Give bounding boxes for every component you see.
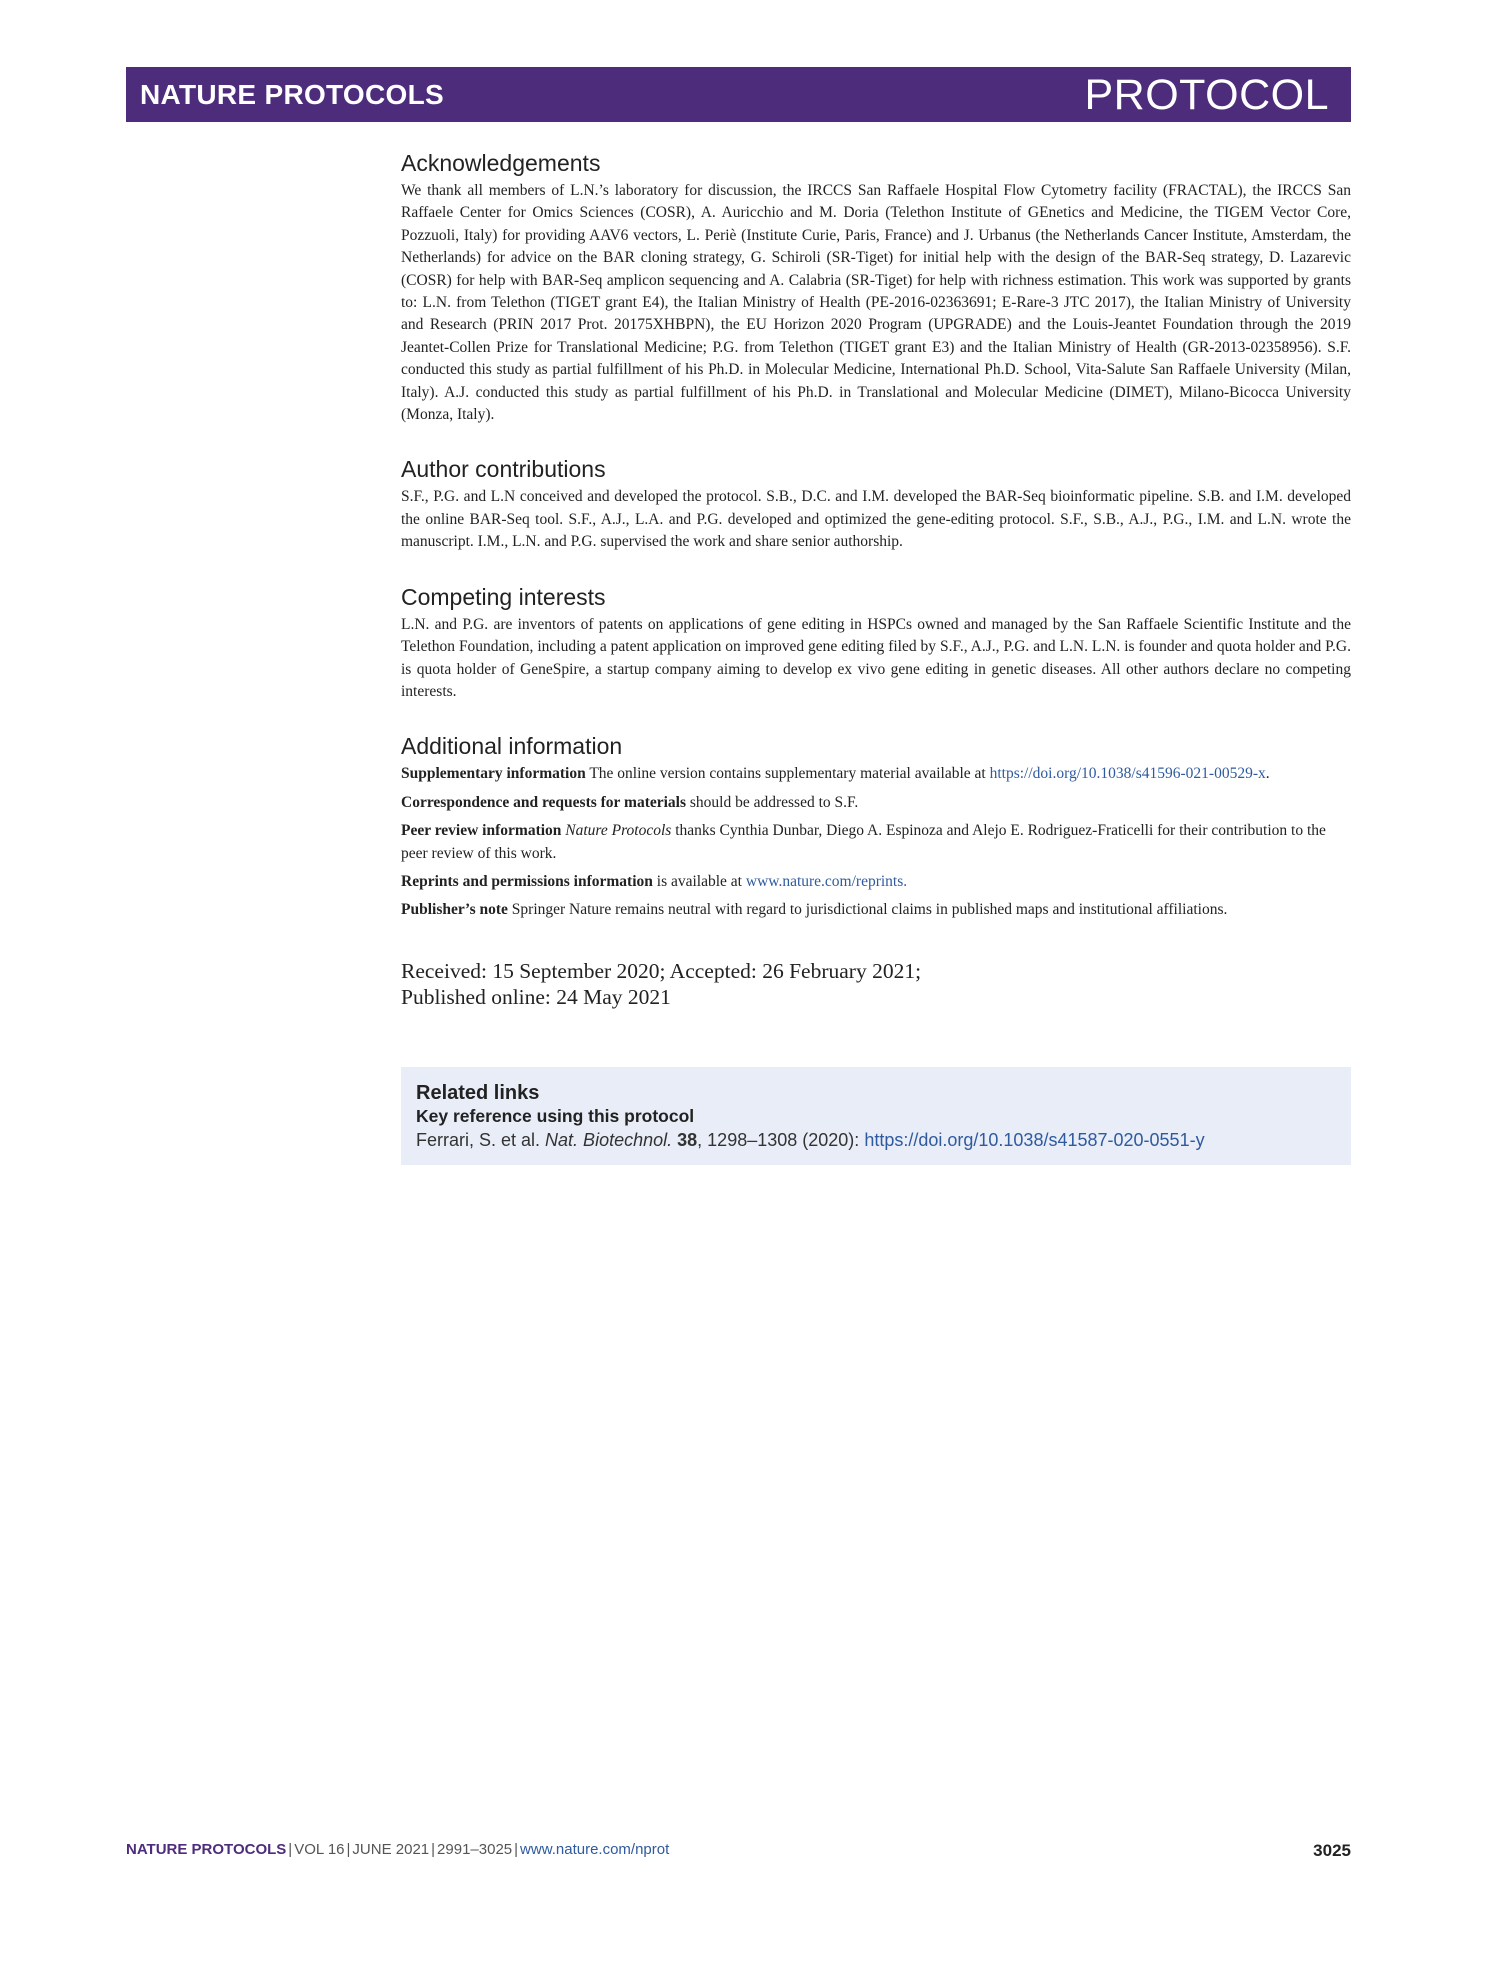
acknowledgements-section	[401, 150, 1351, 426]
related-links-title: Related links	[416, 1081, 540, 1104]
peer-review-info	[401, 820, 1351, 865]
page-footer: NATURE PROTOCOLS | VOL 16 | JUNE 2021 | 2991–3025 | www.nature.com/nprot 3025	[126, 1841, 1351, 1860]
peer-review-label: Peer review information	[401, 822, 562, 840]
reprints-link[interactable]: www.nature.com/reprints.	[745, 872, 908, 890]
article-type: PROTOCOL	[1084, 71, 1329, 119]
author-contributions-text: S.F., P.G. and L.N conceived and developed the protocol. S.B., D.C. and I.M. developed the BAR-Seq bioinformatic pipeline. S.B. and I.M. developed the online BAR-Seq tool. S.F., A.J., L.A. and P.G. developed and optimized the gene-editing protocol. S.F., S.B., A.J., P.G., I.M. and L.N. wrote the manuscript. I.M., L.N. and P.G. supervised the work and share senior authorship.	[401, 488, 1351, 551]
additional-information-section	[401, 733, 1351, 921]
author-contributions-section	[401, 456, 1351, 553]
footer-date: JUNE 2021	[352, 1841, 430, 1858]
competing-interests-title: Competing interests	[401, 583, 606, 610]
reference-journal: Nat. Biotechnol.	[545, 1129, 673, 1150]
publishers-note-label: Publisher’s note	[401, 901, 508, 919]
reprints-info	[401, 871, 1351, 893]
publishers-note	[401, 899, 1351, 921]
footer-url[interactable]: www.nature.com/nprot	[520, 1841, 670, 1858]
related-links-subtitle: Key reference using this protocol	[416, 1105, 695, 1126]
footer-volume: VOL 16	[294, 1841, 345, 1858]
acknowledgements-title: Acknowledgements	[401, 150, 601, 176]
acknowledgements-text: We thank all members of L.N.’s laboratory for discussion, the IRCCS San Raffaele Hospital Flow Cytometry facility (FRACTAL), the IRCCS San Raffaele Center for Omics Sciences (COSR), A. Auricchio and M. Doria (Telethon Institute of GEnetics and Medicine, the TIGEM Vector Core, Pozzuoli, Italy) for providing AAV6 vectors, L. Periè (Institute Curie, Paris, France) and J. Urbanus (the Netherlands Cancer Institute, Amsterdam, the Netherlands) for advice on the BAR cloning strategy, G. Schiroli (SR-Tiget) for initial help with the design of the BAR-Seq strategy, D. Lazarevic (COSR) for help with BAR-Seq amplicon sequencing and A. Calabria (SR-Tiget) for help with richness estimation. This work was supported by grants to: L.N. from Telethon (TIGET grant E4), the Italian Ministry of Health (PE-2016-02363691; E-Rare-3 JTC 2017), the Italian Ministry of University and Research (PRIN 2017 Prot. 20175XHBPN), the EU Horizon 2020 Program (UPGRADE) and the Louis-Jeantet Foundation through the 2019 Jeantet-Collen Prize for Translational Medicine; P.G. from Telethon (TIGET grant E3) and the Italian Ministry of Health (GR-2013-02358956). S.F. conducted this study as partial fulfillment of his Ph.D. in Molecular Medicine, International Ph.D. School, Vita-Salute San Raffaele University (Milan, Italy). A.J. conducted this study as partial fulfillment of his Ph.D. in Translational and Molecular Medicine (DIMET), Milano-Bicocca University (Monza, Italy).	[401, 182, 1351, 424]
correspondence-text: should be addressed to S.F.	[689, 793, 859, 811]
publishers-note-text: Springer Nature remains neutral with regard to jurisdictional claims in published maps and institutional affiliations.	[511, 901, 1228, 919]
published-online-date: Published online: 24 May 2021	[401, 984, 671, 1009]
journal-name: NATURE PROTOCOLS	[140, 79, 444, 110]
author-contributions-title: Author contributions	[401, 456, 606, 483]
received-accepted-dates: Received: 15 September 2020; Accepted: 26 February 2021;	[401, 958, 922, 983]
main-content	[401, 150, 1351, 1165]
key-reference	[416, 1127, 1336, 1153]
reference-pages-year: , 1298–1308 (2020):	[697, 1129, 860, 1150]
publication-dates	[401, 958, 1351, 1010]
reprints-text: is available at	[656, 872, 742, 890]
correspondence-label: Correspondence and requests for materials	[401, 793, 687, 811]
competing-interests-text: L.N. and P.G. are inventors of patents on applications of gene editing in HSPCs owned and managed by the San Raffaele Scientific Institute and the Telethon Foundation, including a patent application on improved gene editing filed by S.F., A.J., P.G. and L.N. L.N. is founder and quota holder and P.G. is quota holder of GeneSpire, a startup company aiming to develop ex vivo gene editing in genetic diseases. All other authors declare no competing interests.	[401, 615, 1351, 700]
competing-interests-section	[401, 584, 1351, 704]
reference-volume: 38	[677, 1129, 698, 1150]
correspondence-info	[401, 792, 1351, 814]
journal-header-bar	[126, 67, 1351, 122]
supplementary-suffix: .	[1265, 765, 1270, 783]
related-links-box	[401, 1067, 1351, 1165]
peer-review-journal: Nature Protocols	[565, 822, 672, 840]
supplementary-link[interactable]: https://doi.org/10.1038/s41596-021-00529-x	[989, 765, 1266, 783]
footer-pages: 2991–3025	[437, 1841, 513, 1858]
footer-journal: NATURE PROTOCOLS	[126, 1841, 287, 1858]
supplementary-label: Supplementary information	[401, 765, 586, 783]
additional-information-title: Additional information	[401, 733, 623, 760]
reprints-label: Reprints and permissions information	[401, 872, 653, 890]
peer-review-text: thanks Cynthia Dunbar, Diego A. Espinoza and Alejo E. Rodriguez-Fraticelli for their contribution to the peer review of this work.	[401, 822, 1326, 862]
supplementary-text: The online version contains supplementary material available at	[589, 765, 986, 783]
reference-doi-link[interactable]: https://doi.org/10.1038/s41587-020-0551-y	[864, 1129, 1205, 1150]
reference-authors: Ferrari, S. et al.	[416, 1129, 541, 1150]
page-number: 3025	[1313, 1841, 1351, 1860]
supplementary-info	[401, 763, 1351, 785]
